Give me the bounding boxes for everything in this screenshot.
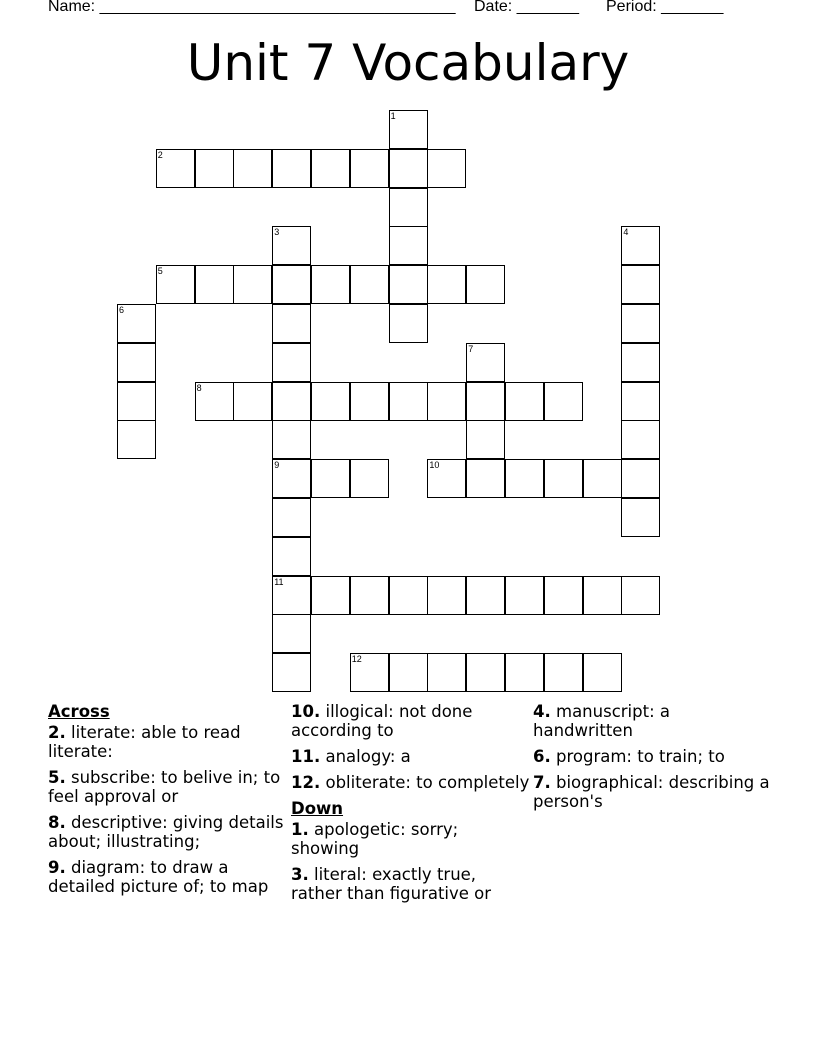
crossword-cell[interactable] — [272, 653, 311, 692]
crossword-cell[interactable] — [272, 537, 311, 576]
crossword-cell[interactable] — [621, 576, 660, 615]
crossword-cell[interactable] — [466, 459, 505, 498]
crossword-cell[interactable] — [350, 265, 389, 304]
crossword-cell[interactable] — [272, 420, 311, 459]
crossword-cell[interactable] — [466, 265, 505, 304]
clue-text: biographical: describing a person's — [533, 773, 770, 811]
cell-number: 9 — [274, 460, 280, 471]
crossword-cell[interactable] — [427, 149, 466, 188]
crossword-cell[interactable] — [233, 149, 272, 188]
clue-across-2 — [48, 723, 288, 761]
crossword-cell[interactable] — [505, 459, 544, 498]
crossword-cell[interactable] — [505, 653, 544, 692]
clue-across-10 — [291, 702, 531, 740]
clue-text: program: to train; to — [556, 747, 725, 766]
crossword-cell[interactable] — [311, 382, 350, 421]
clue-text: apologetic: sorry; showing — [291, 820, 459, 858]
crossword-cell[interactable] — [583, 576, 622, 615]
crossword-cell[interactable] — [272, 576, 311, 615]
crossword-cell[interactable] — [544, 382, 583, 421]
crossword-cell[interactable] — [272, 149, 311, 188]
clue-across-11 — [291, 747, 531, 766]
crossword-cell[interactable] — [621, 304, 660, 343]
crossword-cell[interactable] — [466, 653, 505, 692]
crossword-cell[interactable] — [311, 459, 350, 498]
cell-number: 3 — [274, 227, 280, 238]
crossword-cell[interactable] — [195, 382, 234, 421]
crossword-cell[interactable] — [621, 459, 660, 498]
cell-number: 2 — [157, 149, 163, 160]
clue-across-8 — [48, 813, 288, 851]
crossword-cell[interactable] — [621, 343, 660, 382]
clue-down-3 — [291, 865, 531, 903]
clue-down-6 — [533, 747, 773, 766]
crossword-cell[interactable] — [233, 265, 272, 304]
down-heading: Down — [291, 799, 344, 818]
crossword-cell[interactable] — [466, 343, 505, 382]
clue-text: literate: able to read literate: — [48, 723, 241, 761]
crossword-cell[interactable] — [389, 188, 428, 227]
crossword-cell[interactable] — [544, 653, 583, 692]
cell-number: 5 — [157, 266, 163, 277]
crossword-cell[interactable] — [389, 653, 428, 692]
clue-text: diagram: to draw a detailed picture of; to map — [48, 858, 269, 896]
clue-text: subscribe: to belive in; to feel approval or — [48, 768, 281, 806]
crossword-cell[interactable] — [427, 576, 466, 615]
clue-down-4 — [533, 702, 773, 740]
cell-number: 12 — [351, 654, 362, 665]
crossword-cell[interactable] — [583, 653, 622, 692]
clue-number: 12. — [291, 773, 321, 792]
crossword-cell[interactable] — [156, 149, 195, 188]
clue-number: 9. — [48, 858, 66, 877]
crossword-cell[interactable] — [311, 265, 350, 304]
crossword-cell[interactable] — [117, 420, 156, 459]
cell-number: 11 — [274, 576, 284, 587]
clue-down-1 — [291, 820, 531, 858]
across-heading: Across — [48, 702, 110, 721]
crossword-cell[interactable] — [117, 382, 156, 421]
clue-number: 5. — [48, 768, 66, 787]
crossword-cell[interactable] — [389, 110, 428, 149]
crossword-cell[interactable] — [427, 459, 466, 498]
clue-number: 11. — [291, 747, 321, 766]
crossword-cell[interactable] — [389, 576, 428, 615]
crossword-cell[interactable] — [350, 459, 389, 498]
crossword-cell[interactable] — [544, 576, 583, 615]
crossword-cell[interactable] — [272, 498, 311, 537]
crossword-cell[interactable] — [621, 382, 660, 421]
clue-text: analogy: a — [325, 747, 411, 766]
clue-column-1 — [48, 702, 288, 903]
crossword-cell[interactable] — [621, 265, 660, 304]
clue-down-7 — [533, 773, 773, 811]
cell-number: 1 — [390, 111, 396, 121]
crossword-cell[interactable] — [466, 382, 505, 421]
crossword-cell[interactable] — [272, 382, 311, 421]
page-title: Unit 7 Vocabulary — [186, 34, 630, 92]
crossword-cell[interactable] — [466, 420, 505, 459]
crossword-cell[interactable] — [505, 382, 544, 421]
crossword-cell[interactable] — [621, 498, 660, 537]
clue-number: 6. — [533, 747, 551, 766]
crossword-cell[interactable] — [427, 653, 466, 692]
crossword-cell[interactable] — [272, 459, 311, 498]
crossword-cell[interactable] — [621, 226, 660, 265]
period-field: Period: _______ — [606, 0, 724, 15]
clue-number: 10. — [291, 702, 321, 721]
crossword-cell[interactable] — [427, 265, 466, 304]
clue-number: 2. — [48, 723, 66, 742]
date-field: Date: _______ — [474, 0, 579, 15]
crossword-cell[interactable] — [272, 226, 311, 265]
crossword-cell[interactable] — [350, 653, 389, 692]
clue-number: 8. — [48, 813, 66, 832]
crossword-cell[interactable] — [427, 382, 466, 421]
crossword-cell[interactable] — [117, 304, 156, 343]
crossword-cell[interactable] — [350, 382, 389, 421]
cell-number: 4 — [623, 227, 629, 238]
clue-across-12 — [291, 773, 531, 792]
crossword-cell[interactable] — [350, 149, 389, 188]
clue-across-5 — [48, 768, 288, 806]
clue-text: descriptive: giving details about; illustrating; — [48, 813, 284, 851]
clue-number: 3. — [291, 865, 309, 884]
cell-number: 7 — [468, 343, 474, 354]
crossword-cell[interactable] — [272, 304, 311, 343]
cell-number: 8 — [196, 382, 202, 393]
clue-across-9 — [48, 858, 288, 896]
crossword-cell[interactable] — [389, 304, 428, 343]
clue-text: illogical: not done according to — [291, 702, 473, 740]
clue-text: obliterate: to completely — [325, 773, 530, 792]
crossword-cell[interactable] — [583, 459, 622, 498]
crossword-cell[interactable] — [389, 226, 428, 265]
crossword-cell[interactable] — [389, 265, 428, 304]
crossword-cell[interactable] — [272, 343, 311, 382]
clue-column-3 — [533, 702, 773, 818]
crossword-cell[interactable] — [156, 265, 195, 304]
crossword-cell[interactable] — [466, 576, 505, 615]
clue-text: manuscript: a handwritten — [533, 702, 670, 740]
clue-column-2 — [291, 702, 531, 910]
cell-number: 10 — [429, 460, 440, 471]
clue-number: 1. — [291, 820, 309, 839]
name-field: Name: ________________________________________ — [48, 0, 456, 15]
crossword-cell[interactable] — [544, 459, 583, 498]
crossword-cell[interactable] — [233, 382, 272, 421]
clue-text: literal: exactly true, rather than figurative or — [291, 865, 492, 903]
crossword-cell[interactable] — [505, 576, 544, 615]
crossword-cell[interactable] — [272, 614, 311, 653]
crossword-cell[interactable] — [311, 576, 350, 615]
crossword-cell[interactable] — [195, 265, 234, 304]
crossword-cell[interactable] — [621, 420, 660, 459]
crossword-cell[interactable] — [195, 149, 234, 188]
crossword-cell[interactable] — [389, 382, 428, 421]
crossword-cell[interactable] — [117, 343, 156, 382]
crossword-cell[interactable] — [389, 149, 428, 188]
cell-number: 6 — [119, 305, 125, 315]
crossword-cell[interactable] — [272, 265, 311, 304]
clue-number: 4. — [533, 702, 551, 721]
clue-number: 7. — [533, 773, 551, 792]
crossword-cell[interactable] — [350, 576, 389, 615]
crossword-cell[interactable] — [311, 149, 350, 188]
